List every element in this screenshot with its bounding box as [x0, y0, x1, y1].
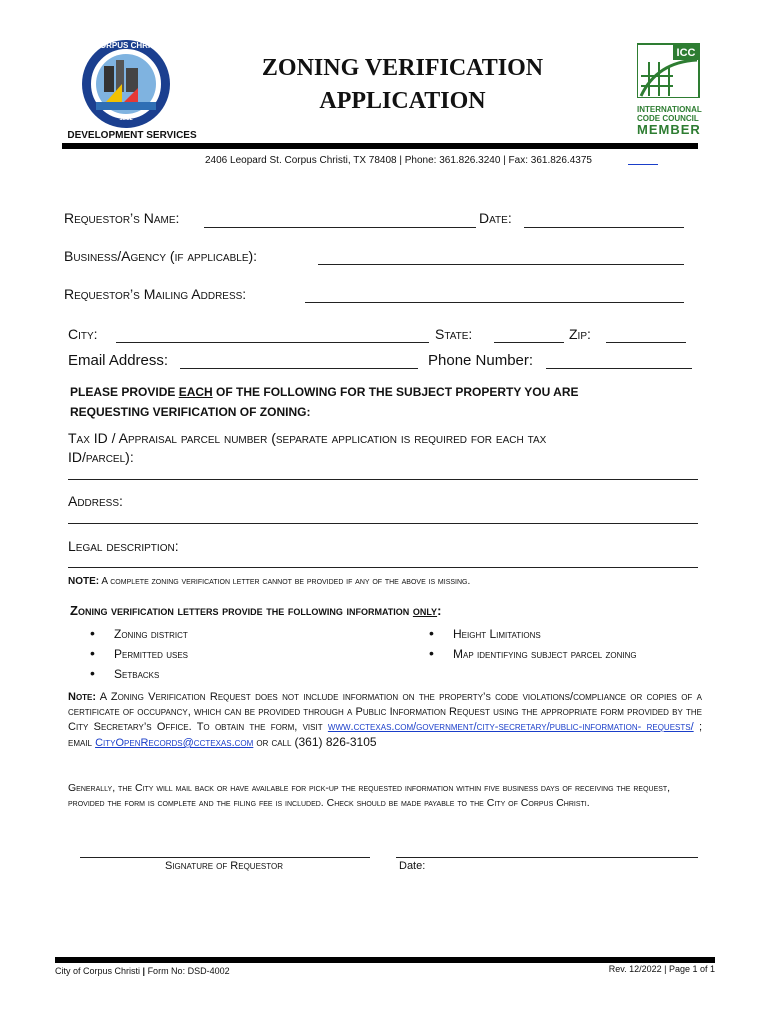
zip-label: Zip: [569, 326, 591, 342]
icc-member-logo [637, 42, 703, 138]
mailing-address-field[interactable] [305, 302, 684, 303]
business-label: Business/Agency (if applicable): [64, 248, 258, 264]
email-field[interactable] [180, 368, 418, 369]
note2-phone: (361) 826-3105 [294, 735, 377, 749]
contact-line: 2406 Leopard St. Corpus Christi, TX 78408 | Phone: 361.826.3240 | Fax: 361.826.4375 [205, 155, 592, 166]
note-label: NOTE: [68, 576, 100, 587]
icc-line-3: MEMBER [637, 122, 701, 137]
signature-label: Signature of Requestor [165, 860, 283, 872]
instructions-heading [70, 382, 690, 422]
footer-left [55, 966, 230, 976]
missing-info-note [68, 576, 470, 587]
address-field[interactable] [68, 523, 698, 524]
legal-description-label: Legal description: [68, 538, 179, 554]
legal-description-field[interactable] [68, 567, 698, 568]
tax-id-line-1: Tax ID / Appraisal parcel number (separate application is required for each tax [68, 430, 547, 446]
footer-left-sep: | [142, 966, 146, 976]
date-label: Date: [479, 210, 512, 226]
phone-label: Phone Number: [428, 352, 534, 369]
list-item: • Permitted uses [114, 647, 188, 661]
tax-id-field[interactable] [68, 479, 698, 480]
public-information-link[interactable]: www.cctexas.com/government/city-secretary/public-information- requests/ [327, 721, 694, 733]
signature-field[interactable] [80, 857, 370, 858]
icc-top-text: ICC [676, 47, 696, 59]
general-info-paragraph: Generally, the City will mail back or have available for pick-up the requested information within five business days of receiving the request, provided the form is complete and the filing fee is included. Check should be made payable to the City of Corpus Christi. [68, 782, 671, 809]
signature-date-field[interactable] [396, 857, 698, 858]
state-field[interactable] [494, 342, 564, 343]
note2-or-call: or call [253, 737, 295, 749]
public-information-note [68, 690, 702, 751]
city-seal-logo [60, 22, 200, 142]
email-label: Email Address: [68, 352, 169, 369]
tax-id-label [68, 429, 698, 467]
page-title [200, 52, 605, 118]
instructions-post: OF THE FOLLOWING FOR THE SUBJECT PROPERTY YOU ARE [212, 385, 579, 399]
note2-sep: ; email [68, 721, 702, 749]
icc-line-2: CODE COUNCIL [637, 114, 699, 123]
icc-line-1: INTERNATIONAL [637, 105, 702, 114]
note2-text: A Zoning Verification Request does not include information on the property’s code violations/compliance or copies of a certificate of occupancy, which can be provided through a Public Information Request using the appropriate form provided by the City Secretary’s Office. To obtain the form, visit [68, 691, 702, 733]
state-label: State: [435, 326, 473, 342]
footer-rule [55, 957, 715, 963]
open-records-email-link[interactable]: CityOpenRecords@cctexas.com [95, 737, 254, 749]
note2-label: Note: [68, 691, 97, 703]
letters-heading-colon: : [437, 603, 442, 618]
letters-heading-pre: Zoning verification letters provide the following information [70, 603, 413, 618]
requestor-name-label: Requestor’s Name: [64, 210, 180, 226]
header-rule [62, 143, 698, 149]
list-item: • Height Limitations [453, 627, 541, 641]
note-text: A complete zoning verification letter cannot be provided if any of the above is missing. [99, 576, 471, 587]
city-label: City: [68, 326, 98, 342]
phone-field[interactable] [546, 368, 692, 369]
requestor-name-field[interactable] [204, 227, 476, 228]
title-line-1: ZONING VERIFICATION [261, 55, 544, 81]
contact-underline-decor [628, 164, 658, 165]
letters-heading [70, 603, 441, 618]
address-label: Address: [68, 493, 123, 509]
list-item: • Map identifying subject parcel zoning [453, 647, 637, 661]
seal-top-text: CITY OF CORPUS CHRISTI TEXAS [60, 41, 192, 50]
tax-id-line-2: ID/parcel): [68, 449, 134, 465]
footer-left-pre: City of Corpus Christi [55, 966, 143, 976]
seal-year: 1852 [119, 116, 133, 122]
instructions-line-2: REQUESTING VERIFICATION OF ZONING: [70, 405, 311, 419]
list-item: • Zoning district [114, 627, 188, 641]
city-field[interactable] [116, 342, 429, 343]
title-line-2: APPLICATION [319, 88, 486, 114]
seal-bottom-text: DEVELOPMENT SERVICES [67, 130, 197, 141]
instructions-each: EACH [178, 385, 213, 399]
business-field[interactable] [318, 264, 684, 265]
zip-field[interactable] [606, 342, 686, 343]
mailing-address-label: Requestor’s Mailing Address: [64, 286, 247, 302]
date-field[interactable] [524, 227, 684, 228]
footer-left-post: Form No: DSD-4002 [145, 966, 230, 976]
letters-heading-only: only [412, 603, 438, 618]
instructions-pre: PLEASE PROVIDE [70, 385, 179, 399]
signature-date-label: Date: [399, 860, 426, 872]
footer-right: Rev. 12/2022 | Page 1 of 1 [608, 964, 715, 974]
list-item: • Setbacks [114, 667, 159, 681]
